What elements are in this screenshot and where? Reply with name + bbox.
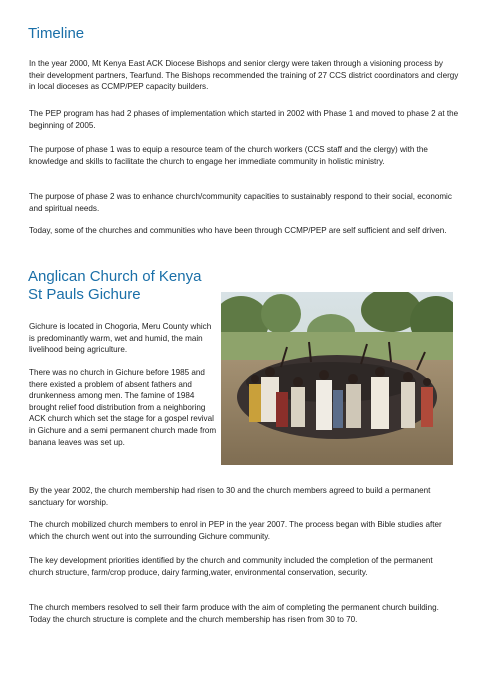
timeline-heading: Timeline <box>28 25 85 42</box>
timeline-paragraph-2: The PEP program has had 2 phases of implementation which started in 2002 with Phase 1 and moved to phase 2 at the beginning of 2005. <box>29 109 459 130</box>
church-paragraph-2: The church mobilized church members to enrol in PEP in the year 2007. The process began with Bible studies after which the church went out into the surrounding Gichure community. <box>29 520 442 541</box>
church-heading-line2: St Pauls Gichure <box>28 286 141 303</box>
church-left-paragraph-1: Gichure is located in Chogoria, Meru County which is predominantly warm, wet and humid, the main livelihood being agriculture. <box>29 322 212 355</box>
church-heading-line1: Anglican Church of Kenya <box>28 268 202 285</box>
church-paragraph-3: The key development priorities identified by the church and community included the completion of the permanent church structure, farm/crop produce, dairy farming,water, environmental conservation, security. <box>29 556 433 577</box>
church-paragraph-1: By the year 2002, the church membership had risen to 30 and the church members agreed to build a permanent sanctuary for worship. <box>29 486 431 507</box>
timeline-paragraph-5: Today, some of the churches and communities who have been through CCMP/PEP are self sufficient and self driven. <box>29 226 447 235</box>
timeline-paragraph-4: The purpose of phase 2 was to enhance church/community capacities to sustainably respond to their social, economic and spiritual needs. <box>29 192 452 213</box>
congregation-photo <box>221 292 453 465</box>
timeline-paragraph-1: In the year 2000, Mt Kenya East ACK Diocese Bishops and senior clergy were taken through a visioning process by their development partners, Tearfund. The Bishops recommended the training of 27 CCS district coordinators and clergy in local dioceses as CCMP/PEP capacity builders. <box>29 59 459 92</box>
church-heading <box>28 268 201 304</box>
church-left-paragraph-2: There was no church in Gichure before 1985 and there existed a problem of absent fathers and drunkenness among men. The famine of 1984 brought relief food distribution from a neighboring ACK church which set the stage for a gospel revival in Gichure and a semi permanent church made from banana leaves was set up. <box>29 368 217 447</box>
church-paragraph-4: The church members resolved to sell their farm produce with the aim of completing the permanent church building. Today the church structure is complete and the church membership has risen from 30 to 70. <box>29 603 439 624</box>
congregation-photo-illustration <box>221 292 453 465</box>
timeline-paragraph-3: The purpose of phase 1 was to equip a resource team of the church workers (CCS staff and the clergy) with the knowledge and skills to facilitate the church to engage her immediate community in holistic ministry. <box>29 145 428 166</box>
